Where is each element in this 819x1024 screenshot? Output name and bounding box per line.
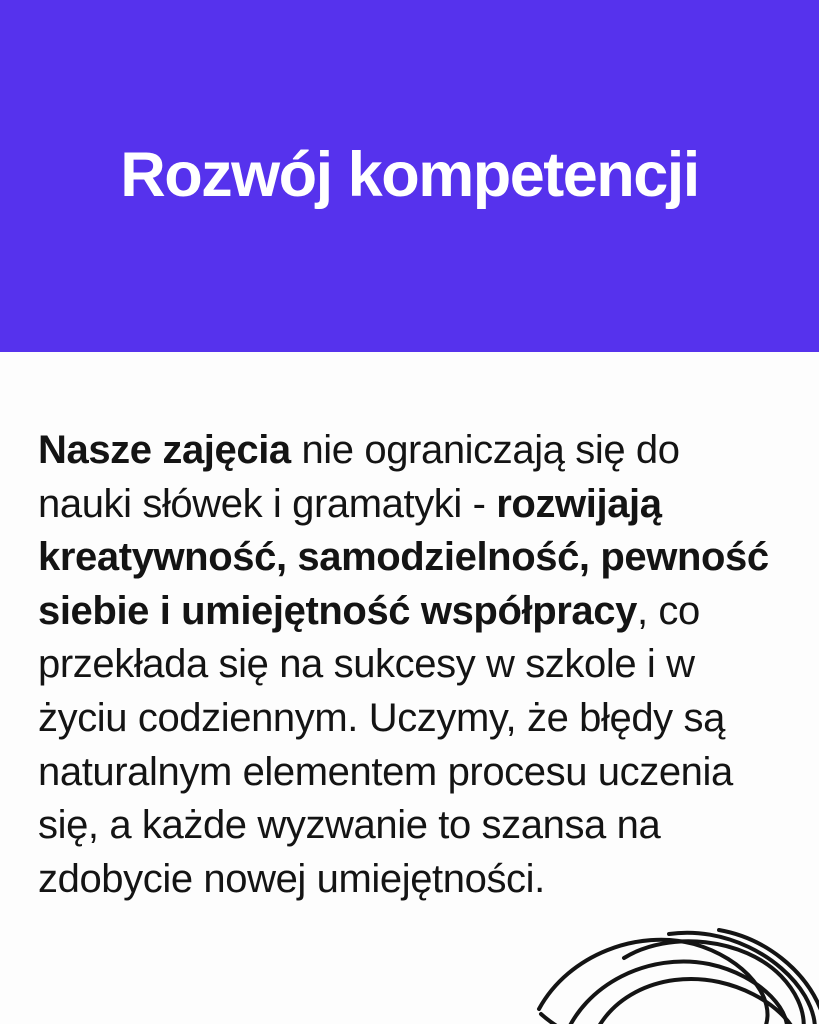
body-segment-bold-1: Nasze zajęcia — [38, 428, 291, 472]
body-segment-regular-1: nie ograniczają się do nauki słówek i gramatyki - — [38, 428, 680, 526]
body-segment-regular-2: , co przekłada się na sukcesy w szkole i w życiu codziennym. Uczymy, że błędy są naturalnym elementem procesu uczenia się, a każde wyzwanie to szansa na zdobycie nowej umiejętności. — [38, 588, 733, 901]
hero-banner — [0, 0, 819, 352]
page-title: Rozwój kompetencji — [120, 140, 699, 211]
body-segment-bold-2: rozwijają kreatywność, samodzielność, pewność siebie i umiejętność współpracy — [38, 481, 769, 633]
body-section — [0, 352, 819, 1024]
body-paragraph — [38, 424, 780, 906]
